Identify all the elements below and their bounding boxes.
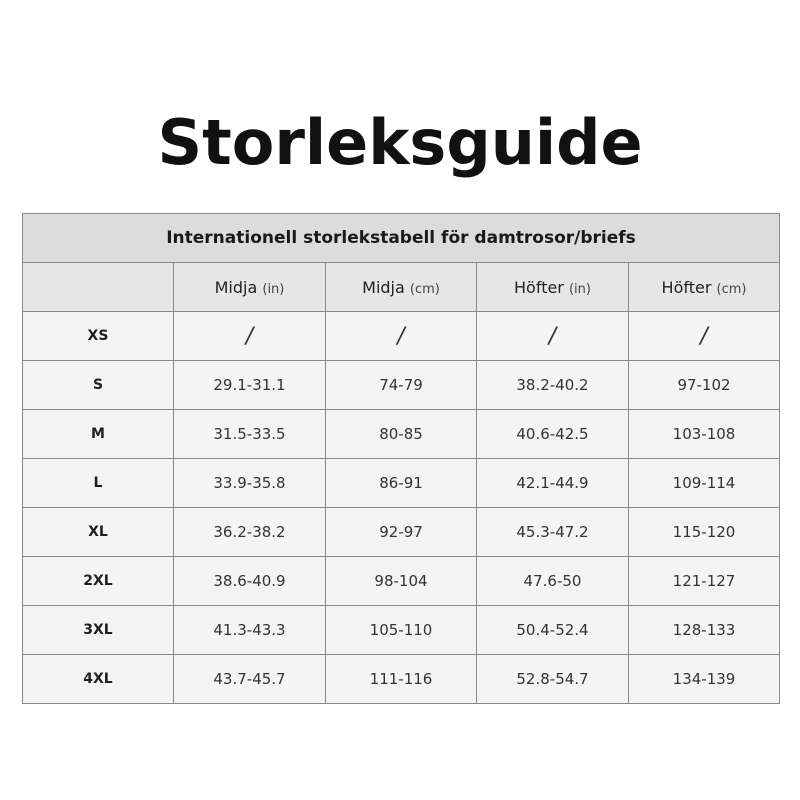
table-row — [23, 508, 780, 557]
size-label-cell: M — [23, 410, 174, 459]
table-cell: 97-102 — [629, 361, 780, 410]
size-label-cell: 4XL — [23, 655, 174, 704]
column-header — [174, 263, 326, 312]
page-title: Storleksguide — [157, 106, 643, 179]
table-cell: 134-139 — [629, 655, 780, 704]
table-row — [23, 312, 780, 361]
table-cell: 38.6-40.9 — [174, 557, 326, 606]
table-cell: 98-104 — [326, 557, 477, 606]
table-cell: 29.1-31.1 — [174, 361, 326, 410]
column-header-unit: (in) — [262, 281, 285, 297]
column-header-unit: (cm) — [409, 281, 440, 297]
column-header — [477, 263, 629, 312]
table-cell: 80-85 — [326, 410, 477, 459]
caption-row — [23, 214, 780, 263]
table-cell: 86-91 — [326, 459, 477, 508]
table-row — [23, 557, 780, 606]
column-header-unit: (in) — [568, 281, 591, 297]
table-row — [23, 410, 780, 459]
table-cell: 42.1-44.9 — [477, 459, 629, 508]
table-cell: 45.3-47.2 — [477, 508, 629, 557]
table-cell: 128-133 — [629, 606, 780, 655]
table-caption: Internationell storlekstabell för damtrosor/briefs — [23, 214, 780, 263]
table-row — [23, 361, 780, 410]
table-cell: 92-97 — [326, 508, 477, 557]
table-cell: / — [629, 312, 780, 361]
table-cell: 121-127 — [629, 557, 780, 606]
table-cell: 43.7-45.7 — [174, 655, 326, 704]
table-cell: 41.3-43.3 — [174, 606, 326, 655]
header-corner-cell — [23, 263, 174, 312]
size-label-cell: S — [23, 361, 174, 410]
column-header-label: Midja — [214, 277, 258, 297]
column-header — [629, 263, 780, 312]
table-cell: 33.9-35.8 — [174, 459, 326, 508]
table-cell: / — [477, 312, 629, 361]
size-label-cell: XL — [23, 508, 174, 557]
table-cell: 31.5-33.5 — [174, 410, 326, 459]
size-label-cell: XS — [23, 312, 174, 361]
column-header — [326, 263, 477, 312]
table-cell: 105-110 — [326, 606, 477, 655]
column-header-label: Höfter — [514, 277, 564, 297]
size-label-cell: 2XL — [23, 557, 174, 606]
column-header-unit: (cm) — [716, 281, 747, 297]
table-cell: 36.2-38.2 — [174, 508, 326, 557]
column-header-label: Midja — [362, 277, 405, 297]
table-row — [23, 459, 780, 508]
size-label-cell: L — [23, 459, 174, 508]
table-cell: 52.8-54.7 — [477, 655, 629, 704]
column-header-label: Höfter — [661, 277, 712, 297]
header-row — [23, 263, 780, 312]
table-row — [23, 655, 780, 704]
table-cell: / — [326, 312, 477, 361]
table-cell: 50.4-52.4 — [477, 606, 629, 655]
table-cell: 40.6-42.5 — [477, 410, 629, 459]
table-cell: 47.6-50 — [477, 557, 629, 606]
table-cell: 109-114 — [629, 459, 780, 508]
table-cell: 111-116 — [326, 655, 477, 704]
table-cell: 103-108 — [629, 410, 780, 459]
table-cell: / — [174, 312, 326, 361]
table-cell: 38.2-40.2 — [477, 361, 629, 410]
table-row — [23, 606, 780, 655]
size-label-cell: 3XL — [23, 606, 174, 655]
table-cell: 115-120 — [629, 508, 780, 557]
table-cell: 74-79 — [326, 361, 477, 410]
size-table — [22, 213, 780, 704]
